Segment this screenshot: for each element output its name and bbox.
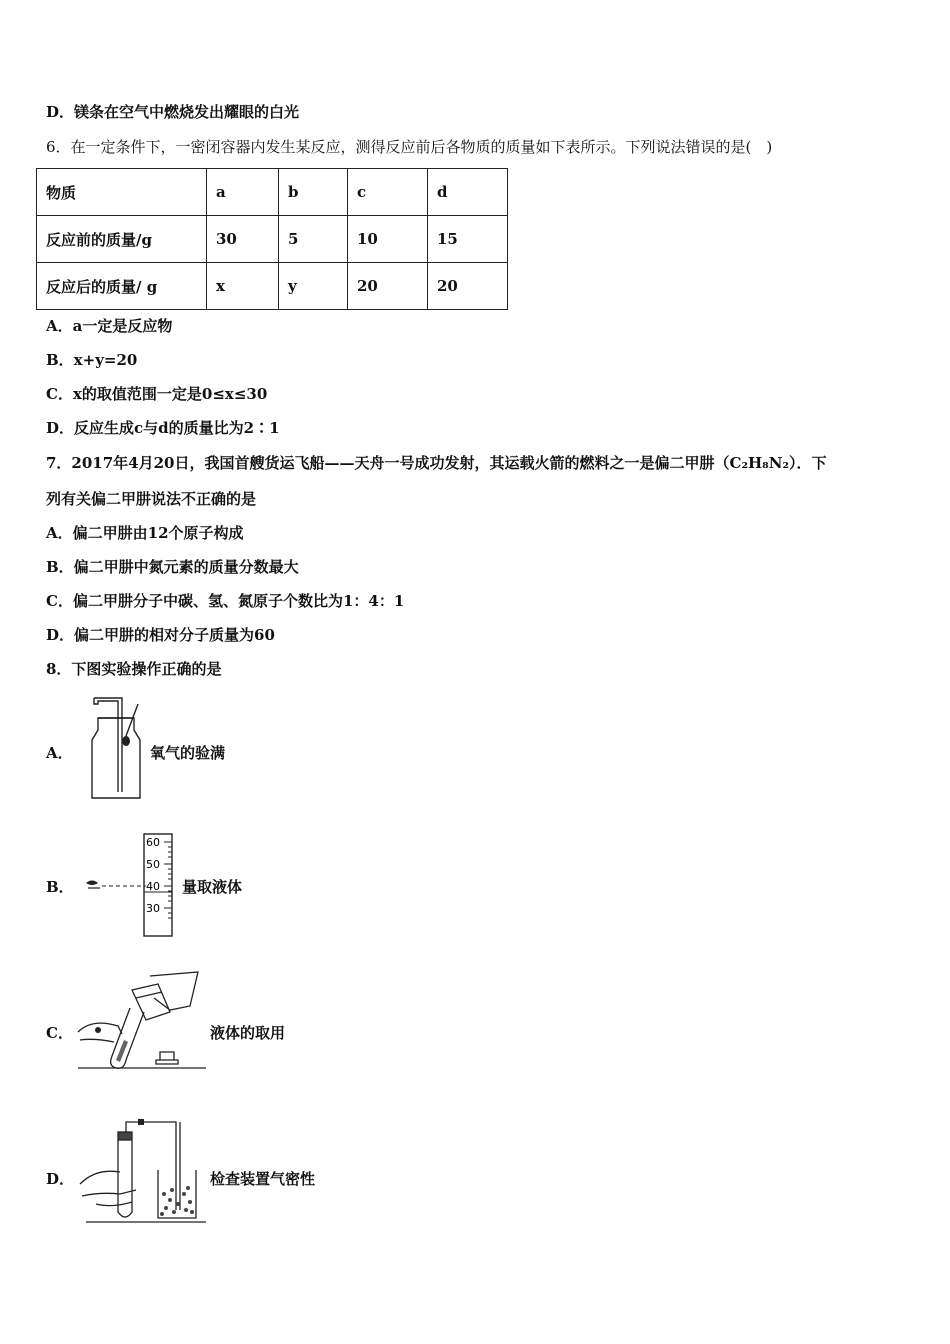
table-header-cell: b [279,169,348,216]
table-cell: 反应前的质量/g [37,216,207,263]
table-header-cell: d [428,169,508,216]
table-cell: 20 [428,263,508,310]
cylinder-scale-label: 60 [146,836,160,849]
q7-option-a: A．偏二甲肼由12个原子构成 [46,524,244,542]
q6-stem: 6．在一定条件下，一密闭容器内发生某反应，测得反应前后各物质的质量如下表所示。下列说法错误的是( ) [46,138,773,156]
q7-stem-line1: 7．2017年4月20日，我国首艘货运飞船——天舟一号成功发射，其运载火箭的燃料之一是偏二甲肼（C₂H₈N₂）．下 [46,454,827,472]
table-header-cell: 物质 [37,169,207,216]
q7-stem-line2: 列有关偏二甲肼说法不正确的是 [46,490,257,508]
table-row [37,263,508,310]
q8-option-b-caption: 量取液体 [182,878,243,896]
table-row [37,169,508,216]
q8-option-b-letter: B． [46,878,74,896]
q8-option-a-letter: A． [46,744,73,762]
q6-option-d: D．反应生成c与d的质量比为2∶1 [46,419,280,437]
cylinder-scale-label: 30 [146,902,160,915]
table-cell: 15 [428,216,508,263]
liquid-pouring-icon [74,968,210,1078]
q6-mass-table [36,168,508,310]
q8-option-c-letter: C． [46,1024,73,1042]
q5-option-d: D．镁条在空气中燃烧发出耀眼的白光 [46,103,300,121]
table-cell: x [207,263,279,310]
table-cell: 5 [279,216,348,263]
q7-option-b: B．偏二甲肼中氮元素的质量分数最大 [46,558,299,576]
table-row [37,216,508,263]
q8-option-c-caption: 液体的取用 [210,1024,286,1042]
q7-option-c: C．偏二甲肼分子中碳、氢、氮原子个数比为1：4：1 [46,592,405,610]
table-cell: y [279,263,348,310]
q8-option-a-caption: 氧气的验满 [150,744,226,762]
cylinder-scale-label: 50 [146,858,160,871]
q8-stem: 8．下图实验操作正确的是 [46,660,222,678]
table-cell: 10 [348,216,428,263]
graduated-cylinder-reading-icon [84,832,180,938]
q8-option-d-letter: D． [46,1170,75,1188]
gas-bottle-oxygen-test-icon [82,696,152,802]
table-cell: 反应后的质量/ g [37,263,207,310]
cylinder-scale-label: 40 [146,880,160,893]
q7-option-d: D．偏二甲肼的相对分子质量为60 [46,626,275,644]
q6-option-b: B．x+y=20 [46,351,138,369]
table-cell: 30 [207,216,279,263]
airtightness-check-icon [76,1118,210,1224]
q6-option-c: C．x的取值范围一定是0≤x≤30 [46,385,268,403]
q6-option-a: A．a一定是反应物 [46,317,173,335]
table-cell: 20 [348,263,428,310]
table-header-cell: a [207,169,279,216]
q8-option-d-caption: 检查装置气密性 [210,1170,316,1188]
table-header-cell: c [348,169,428,216]
